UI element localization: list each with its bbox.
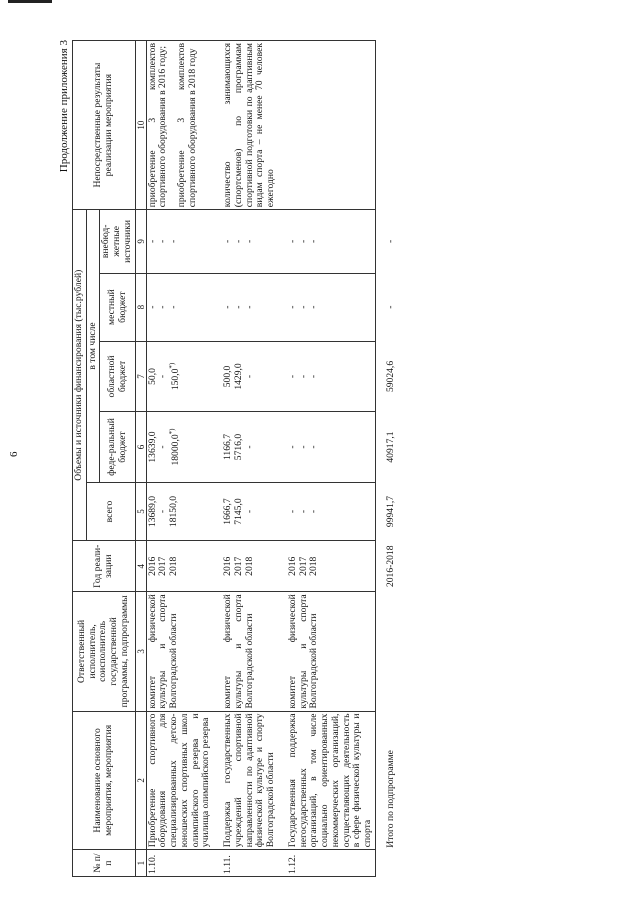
extra-value: - <box>232 239 244 243</box>
local-value: - <box>286 305 298 309</box>
row-federal <box>278 412 375 483</box>
row-name: Государственная поддержка негосударственных организаций, в том числе социально ориентированных некоммерческих организаций, осуществляющих деятельность в сфере физической культуры и спорта <box>278 711 375 850</box>
federal-value: - <box>297 445 309 449</box>
row-results <box>146 41 213 210</box>
extra-value: - <box>222 239 234 243</box>
regional-value: - <box>243 374 255 379</box>
regional-value: - <box>286 374 298 379</box>
extra-value: - <box>286 239 298 243</box>
regional-value: - <box>157 374 169 379</box>
row-years <box>213 541 278 592</box>
header-total: всего <box>86 482 135 540</box>
footnote-mark: *) <box>168 362 177 369</box>
header-regional: областной бюджет <box>100 341 135 412</box>
regional-value: 50,0 <box>146 368 158 385</box>
table-row <box>146 41 213 877</box>
col-index: 6 <box>135 412 146 483</box>
col-index: 5 <box>135 482 146 540</box>
row-number: 1.10. <box>146 850 213 877</box>
summary-spacer <box>375 850 397 877</box>
year-value: 2018 <box>243 556 255 576</box>
row-regional <box>146 341 213 412</box>
header-funding-group: Объемы и источники финансирования (тыс.рублей) <box>73 210 87 541</box>
federal-value: - <box>157 445 169 449</box>
row-extra <box>146 210 213 273</box>
row-extra <box>278 210 375 273</box>
header-year: Год реали-зации <box>73 541 136 592</box>
result-text: приобретение 3 комплектов спортивного оборудования в 2018 году <box>176 43 198 208</box>
row-number: 1.11. <box>213 850 278 877</box>
table-row <box>213 41 278 877</box>
header-name: Наименование основного мероприятия, мероприятия <box>73 711 136 850</box>
row-federal <box>146 412 213 483</box>
row-local <box>146 273 213 341</box>
extra-value: - <box>297 239 309 243</box>
summary-years: 2016-2018 <box>384 545 396 588</box>
row-local <box>213 273 278 341</box>
summary-regional: 59024,6 <box>384 360 396 393</box>
local-value: - <box>232 305 244 309</box>
row-total <box>146 482 213 540</box>
year-value: 2017 <box>297 556 309 576</box>
col-index: 10 <box>135 41 146 210</box>
row-total <box>278 482 375 540</box>
total-value: - <box>157 509 169 514</box>
year-value: 2016 <box>222 556 234 576</box>
local-value: - <box>297 305 309 309</box>
summary-federal: 40917,1 <box>384 431 396 463</box>
summary-label: Итого по подпрограмме <box>384 750 396 848</box>
row-local <box>278 273 375 341</box>
summary-extra: - <box>384 239 396 243</box>
year-value: 2017 <box>157 556 169 576</box>
local-value: - <box>157 305 169 309</box>
federal-value: - <box>286 445 298 449</box>
header-incl: в том числе <box>86 210 100 483</box>
extra-value: - <box>243 239 255 243</box>
table-row <box>278 41 375 877</box>
header-results: Непосредственные результаты реализации мероприятия <box>73 41 136 210</box>
summary-row <box>375 41 397 877</box>
year-value: 2017 <box>232 556 244 576</box>
row-executor: комитет физической культуры и спорта Волгоградской области <box>278 592 375 711</box>
summary-results <box>375 41 397 210</box>
year-value: 2016 <box>146 556 158 576</box>
row-years <box>278 541 375 592</box>
regional-value: - <box>297 374 309 379</box>
col-index: 3 <box>135 592 146 711</box>
row-regional <box>278 341 375 412</box>
total-value: - <box>243 509 255 514</box>
footnote-mark: *) <box>168 428 177 435</box>
row-name: Поддержка государственных учреждений спортивной направленности по адаптивной физической культуре и спорту Волгоградской области <box>213 711 278 850</box>
federal-value: - <box>308 445 320 449</box>
col-index: 2 <box>135 711 146 850</box>
regional-value: 150,0 <box>170 368 182 391</box>
funding-table <box>72 40 397 877</box>
year-value: 2018 <box>308 556 320 576</box>
header-extra: внебюд-жетные источники <box>100 210 135 273</box>
extra-value: - <box>308 239 320 243</box>
row-name: Приобретение спортивного оборудования для специализированных детско-юношеских спортивных школ олимпийского резерва и училища олимпийского резерва <box>146 711 213 850</box>
local-value: - <box>222 305 234 309</box>
result-text: приобретение 3 комплектов спортивного оборудования в 2016 году; <box>146 43 169 208</box>
extra-value: - <box>146 239 158 243</box>
row-executor: комитет физической культуры и спорта Волгоградской области <box>213 592 278 711</box>
appendix-title: Продолжение приложения 3 <box>58 40 70 173</box>
row-extra <box>213 210 278 273</box>
row-federal <box>213 412 278 483</box>
total-value: 1666,7 <box>222 498 234 525</box>
total-value: 7145,0 <box>232 498 244 525</box>
local-value: - <box>168 305 180 309</box>
federal-value: 1166,7 <box>222 434 234 461</box>
regional-value-noted <box>169 344 182 410</box>
row-years <box>146 541 213 592</box>
row-executor: комитет физической культуры и спорта Волгоградской области <box>146 592 213 711</box>
total-value: - <box>308 509 320 514</box>
col-index: 4 <box>135 541 146 592</box>
row-results: количество занимающихся (спортсменов) по программам спортивной подготовки по адаптивным видам спорта – не менее 70 человек ежегодно <box>213 41 278 210</box>
federal-value-noted <box>169 414 182 480</box>
page-number: 6 <box>8 451 20 457</box>
total-value: 13689,0 <box>146 495 158 528</box>
regional-value: - <box>308 374 320 379</box>
col-index: 8 <box>135 273 146 341</box>
federal-value: 13639,0 <box>146 431 158 463</box>
row-number: 1.12. <box>278 850 375 877</box>
col-index: 7 <box>135 341 146 412</box>
federal-value: 5716,0 <box>232 433 244 461</box>
summary-total: 99941,7 <box>384 495 396 528</box>
row-results <box>278 41 375 210</box>
extra-value: - <box>157 239 169 243</box>
summary-local: - <box>384 305 396 309</box>
local-value: - <box>308 305 320 309</box>
total-value: 18150,0 <box>168 495 180 528</box>
col-index: 9 <box>135 210 146 273</box>
regional-value: 500,0 <box>222 365 234 388</box>
year-value: 2016 <box>286 556 298 576</box>
extra-value: - <box>168 239 180 243</box>
row-total <box>213 482 278 540</box>
regional-value: 1429,0 <box>232 363 244 390</box>
header-executor: Ответственный исполнитель, соисполнитель государственной программы, подпрограммы <box>73 592 136 711</box>
federal-value: 18000,0 <box>170 434 182 466</box>
total-value: - <box>297 509 309 514</box>
row-regional <box>213 341 278 412</box>
total-value: - <box>286 509 298 514</box>
federal-value: - <box>243 445 255 449</box>
header-federal: феде-ральный бюджет <box>100 412 135 483</box>
year-value: 2018 <box>168 556 180 576</box>
col-index: 1 <box>135 850 146 877</box>
header-local: местный бюджет <box>100 273 135 341</box>
local-value: - <box>243 305 255 309</box>
local-value: - <box>146 305 158 309</box>
header-number: № п/п <box>73 850 136 877</box>
